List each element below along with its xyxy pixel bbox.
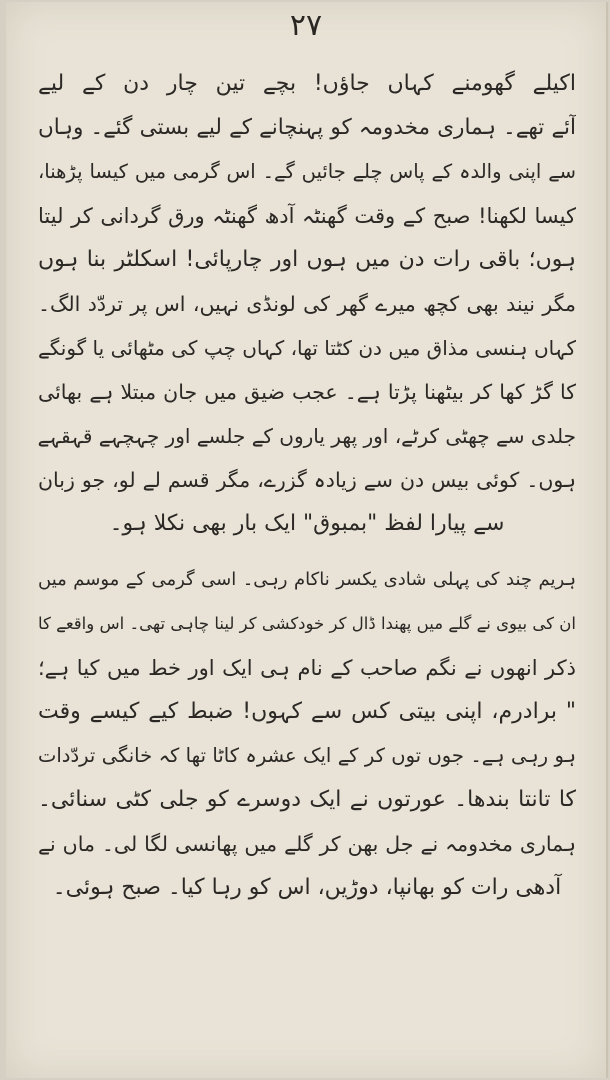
text-line: مگر نیند بھی کچھ میرے گھر کی لونڈی نہیں، اس پر تردّد الگ۔	[38, 292, 576, 316]
text-line: اکیلے گھومنے کہاں جاؤں! بچے تین چار دن کے لیے	[38, 71, 576, 96]
text-line: ان کی بیوی نے گلے میں پھندا ڈال کر خودکشی کر لینا چاہی تھی۔ اس واقعے کا	[38, 614, 576, 633]
text-line: جلدی سے چھٹی کرٹے، اور پھر یاروں کے جلسے اور چہچہے قہقہے	[38, 424, 576, 448]
text-line: آدھی رات کو بھانپا، دوڑیں، اس کو رہا کیا۔ صبح ہوئی۔	[52, 875, 562, 900]
text-line: کیسا لکھنا! صبح کے وقت گھنٹہ آدھ گھنٹہ ورق گردانی کر لیتا	[38, 204, 576, 228]
page-text	[38, 62, 576, 1038]
text-line: سے پیارا لفظ "بمبوق" ایک بار بھی نکلا ہو۔	[109, 511, 505, 536]
text-line: ہریم چند کی پہلی شادی یکسر ناکام رہی۔ اسی گرمی کے موسم میں	[38, 569, 576, 590]
text-line: کا گڑ کھا کر بیٹھنا پڑتا ہے۔ عجب ضیق میں جان مبتلا ہے بھائی	[38, 380, 576, 404]
text-line: کا تانتا بندھا۔ عورتوں نے ایک دوسرے کو جلی کٹی سنائی۔	[38, 787, 576, 812]
book-page	[6, 2, 608, 1078]
paragraph-2	[38, 558, 576, 690]
text-line: کہاں ہنسی مذاق میں دن کٹتا تھا، کہاں چپ کی مٹھائی یا گونگے	[38, 336, 576, 360]
text-line: ہو رہی ہے۔ جوں توں کر کے ایک عشرہ کاٹا تھا کہ خانگی تردّدات	[38, 744, 576, 767]
text-line: ہوں۔ کوئی بیس دن سے زیادہ گزرے، مگر قسم لے لو، جو زبان	[38, 468, 576, 492]
text-line: ذکر انھوں نے نگم صاحب کے نام ہی ایک اور خط میں کیا ہے؛	[38, 656, 576, 680]
page-number: ۲۷	[289, 8, 323, 43]
text-line: " برادرم، اپنی بیتی کس سے کہوں! ضبط کیے کیسے وقت	[38, 699, 576, 724]
text-line: آئے تھے۔ ہماری مخدومہ کو پہنچانے کے لیے بستی گئے۔ وہاں	[38, 115, 576, 140]
paragraph-3-quote	[38, 690, 576, 910]
text-line: سے اپنی والدہ کے پاس چلے جائیں گے۔ اس گرمی میں کیسا پڑھنا،	[38, 160, 576, 183]
paragraph-1	[38, 62, 576, 546]
text-line: ہماری مخدومہ نے جل بھن کر گلے میں پھانسی لگا لی۔ ماں نے	[38, 832, 576, 856]
text-line: ہوں؛ باقی رات دن میں ہوں اور چارپائی! اسکلٹر بنا ہوں	[38, 247, 576, 272]
